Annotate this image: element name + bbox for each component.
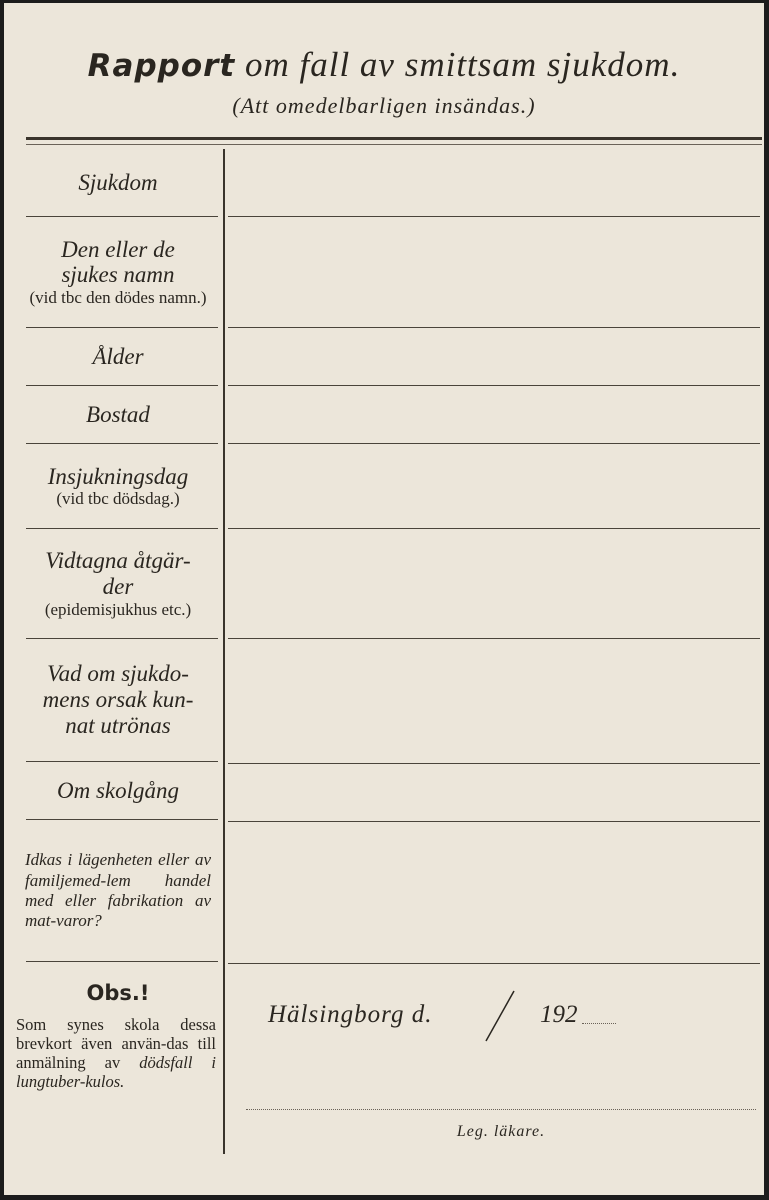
answer-line-atgarder[interactable] [228, 638, 760, 639]
title-rest: om fall av smittsam sjukdom. [244, 45, 681, 84]
row-rule [26, 638, 218, 639]
label-text: Vidtagna åtgär-der [45, 548, 191, 599]
title-bold: Rapport [87, 48, 236, 84]
label-text: Den eller de sjukes namn [61, 236, 175, 288]
label-note: (vid tbc den dödes namn.) [29, 288, 207, 308]
field-label-sjukdom [18, 151, 218, 215]
field-label-insjukningsdag [18, 445, 218, 527]
label-note: (vid tbc dödsdag.) [56, 489, 180, 509]
answer-line-orsak[interactable] [228, 763, 760, 764]
row-rule [26, 961, 218, 962]
row-rule [26, 443, 218, 444]
header-rule-thin [26, 144, 762, 145]
answer-line-insjukningsdag[interactable] [228, 528, 760, 529]
label-text: Sjukdom [78, 170, 158, 196]
signature-line[interactable] [246, 1109, 756, 1110]
field-label-alder [18, 329, 218, 384]
label-text: Insjukningsdag [47, 463, 189, 489]
page-subtitle: (Att omedelbarligen insändas.) [232, 93, 536, 118]
field-label-handel [18, 823, 218, 959]
answer-line-skolgang[interactable] [228, 821, 760, 822]
answer-line-namn[interactable] [228, 327, 760, 328]
answer-line-alder[interactable] [228, 385, 760, 386]
label-text: Ålder [92, 343, 144, 369]
field-label-atgarder [18, 530, 218, 637]
row-rule [26, 528, 218, 529]
page-title [4, 45, 764, 85]
field-label-orsak [18, 640, 218, 760]
row-rule [26, 385, 218, 386]
year-prefix: 192 [540, 1001, 578, 1028]
obs-text-italic: dödsfall i lungtuber-kulos. [16, 1053, 216, 1092]
date-slash [480, 987, 520, 1047]
column-divider [223, 149, 225, 1154]
row-rule [26, 819, 218, 820]
signature-label: Leg. läkare. [456, 1123, 546, 1140]
year-fill-line[interactable] [582, 1023, 616, 1024]
row-rule [26, 327, 218, 328]
row-rule [26, 216, 218, 217]
report-card [4, 3, 764, 1195]
row-rule [26, 761, 218, 762]
label-text: Om skolgång [56, 777, 180, 803]
field-label-bostad [18, 387, 218, 442]
label-text: Vad om sjukdo-mens orsak kun-nat utrönas [42, 661, 194, 738]
obs-heading: Obs.! [86, 981, 150, 1005]
header-rule-thick [26, 137, 762, 140]
place-text: Hälsingborg d. [268, 1001, 433, 1028]
field-label-namn [18, 218, 218, 326]
answer-line-bostad[interactable] [228, 443, 760, 444]
label-text: Idkas i lägenheten eller av familjemed-lem handel med eller fabrikation av mat-varor? [25, 850, 211, 931]
label-note: (epidemisjukhus etc.) [44, 599, 192, 619]
answer-line-sjukdom[interactable] [228, 216, 760, 217]
field-label-skolgang [18, 763, 218, 818]
obs-text [16, 1015, 216, 1092]
answer-line-handel[interactable] [228, 963, 760, 964]
label-text: Bostad [86, 401, 150, 427]
obs-text-plain: Som synes skola dessa brevkort även använ-das till anmälning av [16, 1015, 216, 1073]
